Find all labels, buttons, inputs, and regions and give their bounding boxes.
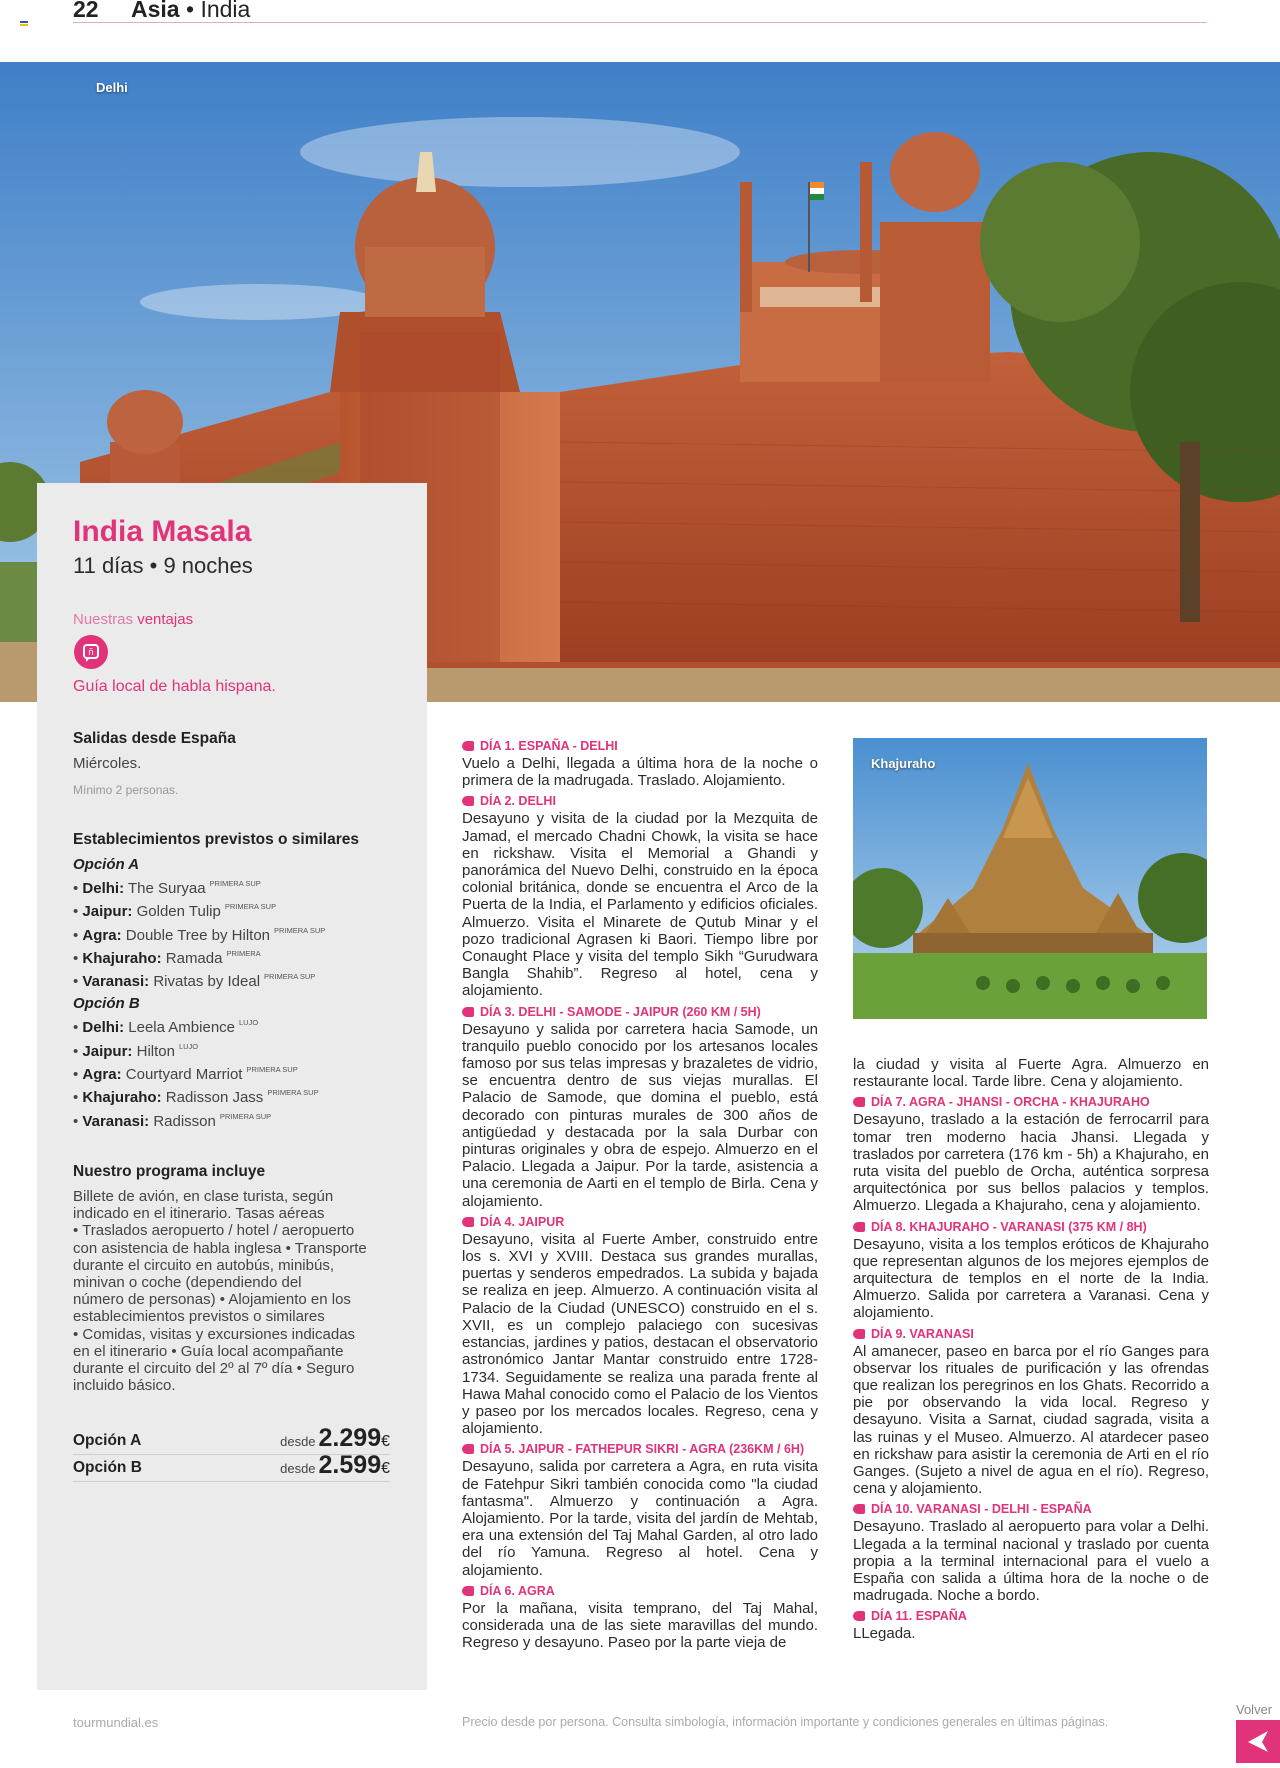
- day-heading: DÍA 7. AGRA - JHANSI - ORCHA - KHAJURAHO: [853, 1094, 1209, 1111]
- trip-duration: 11 días • 9 noches: [73, 553, 253, 578]
- price-option-label: Opción B: [73, 1459, 142, 1476]
- day-heading: DÍA 2. DELHI: [462, 793, 818, 810]
- hotels-list: [73, 856, 325, 1135]
- day-heading: DÍA 6. AGRA: [462, 1583, 818, 1600]
- price-option-label: Opción A: [73, 1432, 142, 1449]
- day-heading: DÍA 4. JAIPUR: [462, 1214, 818, 1231]
- day-text-continued: la ciudad y visita al Fuerte Agra. Almuerzo en restaurante local. Tarde libre. Cena y alojamiento.: [853, 1056, 1209, 1091]
- day-text: LLegada.: [853, 1625, 916, 1643]
- day-tag-icon: [853, 1222, 865, 1232]
- includes-text: Billete de avión, en clase turista, según indicado en el itinerario. Tasas aéreas • Traslados aeropuerto / hotel / aeropuerto con asistencia de habla inglesa • Transporte durante el circuito en autobús, minibús, minivan o coche (dependiendo del número de personas) • Alojamiento en los establecimientos previstos o similares • Comidas, visitas y excursiones indicadas en el itinerario • Guía local acompañante durante el circuito del 2º al 7º día • Seguro incluido básico.: [73, 1188, 367, 1395]
- itinerary-column-1: [462, 734, 818, 1651]
- hotel-item: • Agra: Courtyard Marriot $^{PRIMERA SUP}$: [73, 1065, 298, 1084]
- day-heading: DÍA 1. ESPAÑA - DELHI: [462, 738, 818, 755]
- advantages-heading: [73, 611, 193, 628]
- day-text: Desayuno. Traslado al aeropuerto para volar a Delhi. Llegada a la terminal nacional y traslado por cuenta propia a la terminal internacional para el vuelo a España con salida a última hora de la noche o de madrugada. Noche a bordo.: [853, 1518, 1209, 1605]
- advantages-prefix: Nuestras: [73, 611, 134, 628]
- departures-heading: Salidas desde España: [73, 730, 236, 747]
- footer-site: tourmundial.es: [73, 1715, 159, 1730]
- itinerary-column-2: [853, 1056, 1209, 1643]
- footer-note: Precio desde por persona. Consulta simbología, información importante y condiciones generales en últimas páginas.: [462, 1715, 1109, 1729]
- hotel-option-heading: Opción A: [73, 856, 140, 873]
- hotel-item: • Varanasi: Rivatas by Ideal $^{PRIMERA SUP}$: [73, 972, 316, 991]
- photo-caption-delhi: Delhi: [96, 80, 128, 95]
- day-text: Desayuno, salida por carretera a Agra, en ruta visita de Fatehpur Sikri también conocida como "la ciudad fantasma". Almuerzo y continuación a Agra. Alojamiento. Por la tarde, visita del jardín de Mehtab, era una extensión del Taj Mahal Garden, al otro lado del río Yamuna. Regreso al hotel. Cena y alojamiento.: [462, 1458, 818, 1579]
- hotels-heading: Establecimientos previstos o similares: [73, 831, 360, 848]
- minimum-people: Mínimo 2 personas.: [73, 783, 179, 797]
- day-text: Al amanecer, paseo en barca por el río Ganges para observar los rituales de purificación y las ofrendas que realizan los peregrinos en los Ghats. Recorrido a pie por observando la vida local. Regreso y desayuno. Visita a Sarnat, ciudad sagrada, visita a las ruinas y el Museo. Almuerzo. Al atardecer paseo en rickshaw para asistir la ceremonia de Arti en el río Ganges. (Sujeto a nivel de agua en el río). Regreso, cena y alojamiento.: [853, 1342, 1209, 1498]
- day-tag-icon: [853, 1097, 865, 1107]
- hotel-item: • Khajuraho: Radisson Jass $^{PRIMERA SUP}$: [73, 1088, 319, 1107]
- page-number: 22: [73, 0, 99, 22]
- day-text: Por la mañana, visita temprano, del Taj Mahal, considerada una de las siete maravillas del mundo. Regreso y desayuno. Paseo por la parte vieja de: [462, 1599, 818, 1652]
- photo-caption-khajuraho: Khajuraho: [871, 756, 936, 771]
- day-text: Desayuno, visita al Fuerte Amber, construido entre los s. XVI y XVIII. Destaca sus grandes murallas, puertas y senderos empedrados. La subida y bajada se realiza en jeep. Almuerzo. A continuación visita al Palacio de la Ciudad (UNESCO) construido en el s. XVII, es un complejo palaciego con sucesivas estancias, jardines y patios, destacan el observatorio astronómico Jantar Mantar construido entre 1728-1734. Seguidamente se realiza una parada frente al Hawa Mahal conocido como el Palacio de los Vientos y paseo por los mercados locales. Regreso, cena y alojamiento.: [462, 1230, 818, 1438]
- day-tag-icon: [462, 741, 474, 751]
- day-tag-icon: [853, 1329, 865, 1339]
- advantage-text: Guía local de habla hispana.: [73, 678, 276, 695]
- hotel-item: • Delhi: Leela Ambience $^{LUJO}$: [73, 1018, 259, 1037]
- price-row-option-b: [73, 1451, 390, 1482]
- day-tag-icon: [853, 1611, 865, 1621]
- price-value: desde 2.599€: [280, 1451, 390, 1479]
- day-heading: DÍA 8. KHAJURAHO - VARANASI (375 KM / 8H): [853, 1219, 1209, 1236]
- includes-heading: Nuestro programa incluye: [73, 1163, 266, 1180]
- hotel-item: • Delhi: The Suryaa $^{PRIMERA SUP}$: [73, 879, 261, 897]
- hotel-item: • Varanasi: Radisson $^{PRIMERA SUP}$: [73, 1111, 272, 1130]
- country-label: India: [200, 0, 251, 22]
- khajuraho-photo: [853, 738, 1207, 1019]
- back-arrow-icon: [1236, 1720, 1280, 1763]
- svg-text:ñ: ñ: [88, 648, 94, 658]
- day-text: Desayuno, traslado a la estación de ferrocarril para tomar tren moderno hacia Jhansi. Llegada y traslados por carretera (176 km - 5h) a Khajuraho, en ruta visita del pueblo de Orcha, auténtica sorpresa arquitectónica por sus bellos palacios y templos. Almuerzo. Llegada a Khajuraho, cena y alojamiento.: [853, 1111, 1209, 1215]
- region-label: Asia: [131, 0, 180, 22]
- day-text: Desayuno, visita a los templos eróticos de Khajuraho que representan algunos de los mejores ejemplos de arquitectura de templos en el norte de la India. Almuerzo. Salida por carretera a Varanasi. Cena y alojamiento.: [853, 1235, 1209, 1322]
- hotel-item: • Agra: Double Tree by Hilton $^{PRIMERA SUP}$: [73, 925, 326, 944]
- day-heading: DÍA 5. JAIPUR - FATHEPUR SIKRI - AGRA (236KM / 6H): [462, 1441, 818, 1458]
- day-tag-icon: [462, 1007, 474, 1017]
- back-label[interactable]: Volver: [1236, 1702, 1273, 1717]
- day-heading: DÍA 10. VARANASI - DELHI - ESPAÑA: [853, 1501, 1209, 1518]
- day-text: Desayuno y salida por carretera hacia Samode, un tranquilo pueblo conocido por los artesanos locales famoso por sus telas impresas y brazaletes de vidrio, se encuentra dentro de sus viejas murallas. El Palacio de Samode, que domina el pueblo, está decorado con pinturas murales de 300 años de antigüedad y destacada por la sala Durbar con pinturas originales y obra de espejo. Almuerzo en el Palacio. Llegada a Jaipur. Por la tarde, asistencia a una ceremonia de Aarti en el templo de Birla. Cena y alojamiento.: [462, 1020, 818, 1210]
- advantages-word: ventajas: [137, 611, 194, 628]
- flag-icon: [20, 21, 28, 28]
- hotel-item: • Jaipur: Hilton $^{LUJO}$: [73, 1041, 199, 1060]
- day-tag-icon: [853, 1504, 865, 1514]
- trip-title: India Masala: [73, 515, 252, 548]
- day-tag-icon: [462, 1586, 474, 1596]
- day-text: Desayuno y visita de la ciudad por la Mezquita de Jamad, el mercado Chadni Chowk, la visita se hace en rickshaw. Visita el Memorial a Ghandi y panorámica del Nuevo Delhi, construido en la época colonial británica, donde se encuentra el Arco de la Puerta de la India, el Parlamento y edificios oficiales. Almuerzo. Visita el Minarete de Qutub Minar y el pozo tradicional Agrasen ki Baori. Tiempo libre por Conaught Place y visita del templo Sikh “Gurudwara Bangla Shahib”. Regreso al hotel, cena y alojamiento.: [462, 810, 818, 1000]
- page-title: [131, 0, 250, 23]
- hotel-item: • Jaipur: Golden Tulip $^{PRIMERA SUP}$: [73, 902, 277, 921]
- title-separator: •: [185, 0, 195, 22]
- day-heading: DÍA 11. ESPAÑA: [853, 1608, 1209, 1625]
- price-value: desde 2.299€: [280, 1424, 390, 1452]
- back-button[interactable]: [1236, 1720, 1280, 1763]
- day-heading: DÍA 3. DELHI - SAMODE - JAIPUR (260 KM / 5H): [462, 1004, 818, 1021]
- hotel-option-heading: Opción B: [73, 995, 140, 1013]
- header-rule: [73, 22, 1207, 23]
- hotel-item: • Khajuraho: Ramada $^{PRIMERA}$: [73, 948, 261, 967]
- day-text: Vuelo a Delhi, llegada a última hora de la noche o primera de la madrugada. Traslado. Alojamiento.: [462, 755, 818, 790]
- day-tag-icon: [462, 1444, 474, 1454]
- day-tag-icon: [462, 796, 474, 806]
- day-tag-icon: [462, 1217, 474, 1227]
- guide-icon: [74, 635, 108, 669]
- day-heading: DÍA 9. VARANASI: [853, 1326, 1209, 1343]
- departure-days: Miércoles.: [73, 755, 142, 772]
